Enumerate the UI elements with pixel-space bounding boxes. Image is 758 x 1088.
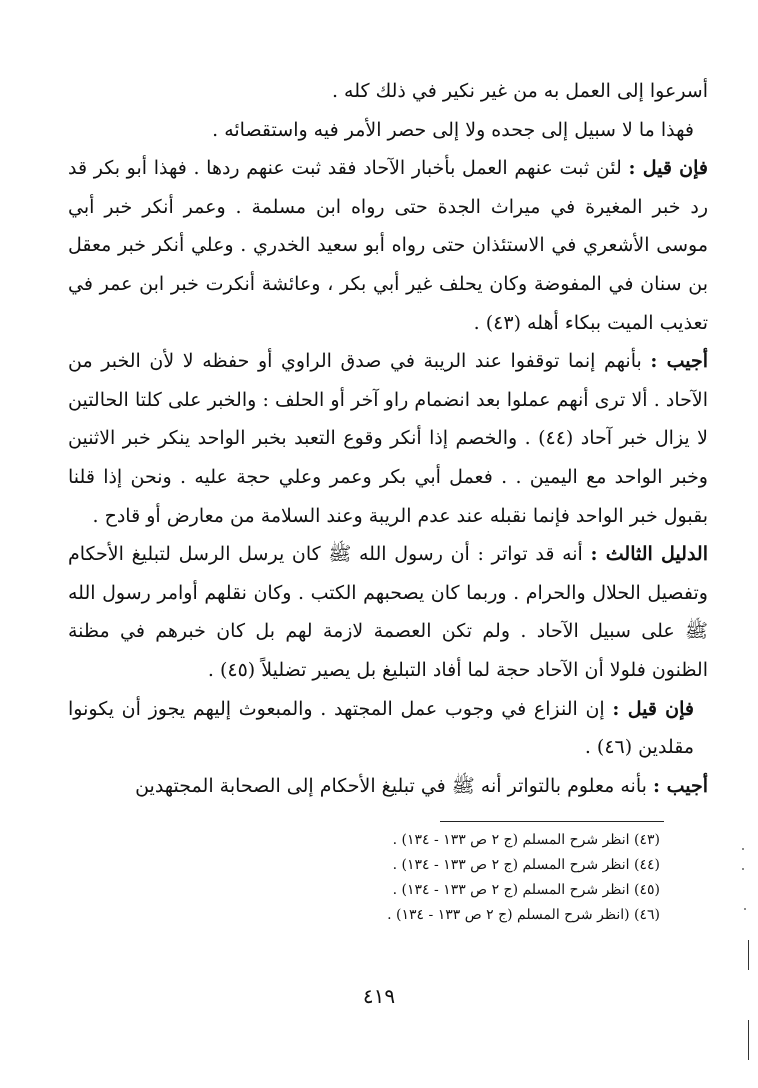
footnote-46: (٤٦) (انظر شرح المسلم (ج ٢ ص ١٣٣ - ١٣٤) .	[387, 907, 660, 923]
scan-edge-mark	[748, 940, 749, 970]
paragraph-text: إن النزاع في وجوب عمل المجتهد . والمبعوث إليهم يجوز أن يكونوا مقلدين (٤٦) .	[68, 697, 694, 759]
paragraph-6	[68, 690, 708, 767]
main-text	[68, 72, 708, 805]
paragraph-text: لئن ثبت عنهم العمل بأخبار الآحاد فقد ثبت عنهم ردها . فهذا أبو بكر قد رد خبر المغيرة في ميراث الجدة حتى رواه ابن مسلمة . وعمر أنكر خبر أبي موسى الأشعري في الاستئذان حتى رواه أبو سعيد الخدري . وعلي أنكر خبر معقل بن سنان في المفوضة وكان يحلف غير أبي بكر ، وعائشة أنكرت خبر ابن عمر في تعذيب الميت ببكاء أهله (٤٣) .	[68, 157, 708, 334]
footnote-45: (٤٥) انظر شرح المسلم (ج ٢ ص ١٣٣ - ١٣٤) .	[392, 882, 660, 898]
paragraph-3	[68, 149, 708, 342]
paragraph-5	[68, 535, 708, 689]
paragraph-text: بأنهم إنما توقفوا عند الريبة في صدق الراوي أو حفظه لا لأن الخبر من الآحاد . ألا ترى أنهم عملوا بعد انضمام راو آخر أو الحلف : والخبر على كلتا الحالتين لا يزال خبر آحاد (٤٤) . والخصم إذا أنكر وقوع التعبد بخبر الواحد ينكر خبر الاثنين وخبر الواحد مع اليمين . . فعمل أبي بكر وعمر وعلي حجة عليه . ونحن إذا قلنا بقبول خبر الواحد فإنما نقبله عند عدم الريبة وعند السلامة من معارض أو قادح .	[68, 350, 708, 527]
paragraph-text: أسرعوا إلى العمل به من غير نكير في ذلك كله .	[331, 80, 708, 102]
paragraph-text: أنه قد تواتر : أن رسول الله ﷺ كان يرسل الرسل لتبليغ الأحكام وتفصيل الحلال والحرام . وربما كان يصحبهم الكتب . وكان نقلهم أوامر رسول الله ﷺ على سبيل الآحاد . ولم تكن العصمة لازمة لهم بل كان خبرهم في مظنة الظنون فلولا أن الآحاد حجة لما أفاد التبليغ بل يصير تضليلاً (٤٥) .	[68, 543, 708, 681]
footnote-44: (٤٤) انظر شرح المسلم (ج ٢ ص ١٣٣ - ١٣٤) .	[392, 857, 660, 873]
footnote-43: (٤٣) انظر شرح المسلم (ج ٢ ص ١٣٣ - ١٣٤) .	[392, 832, 660, 848]
paragraph-text: بأنه معلوم بالتواتر أنه ﷺ في تبليغ الأحكام إلى الصحابة المجتهدين	[135, 774, 653, 797]
footnotes	[360, 828, 660, 928]
paragraph-text: فهذا ما لا سبيل إلى جحده ولا إلى حصر الأمر فيه واستقصائه .	[212, 118, 694, 141]
paragraph-1	[68, 72, 708, 111]
footnote-separator	[440, 821, 664, 822]
page-number: ٤١٩	[362, 984, 396, 1008]
paragraph-lead: فإن قيل :	[628, 157, 708, 180]
paragraph-lead: الدليل الثالث :	[590, 543, 708, 566]
scan-speck	[742, 868, 744, 870]
scan-edge-mark	[748, 1020, 749, 1060]
scan-speck	[744, 908, 746, 910]
paragraph-lead: أجيب :	[650, 350, 709, 373]
paragraph-7	[68, 767, 708, 806]
paragraph-lead: أجيب :	[652, 774, 708, 797]
paragraph-2	[68, 111, 708, 150]
paragraph-lead: فإن قيل :	[612, 697, 695, 720]
scan-speck	[742, 848, 744, 850]
paragraph-4	[68, 342, 708, 535]
